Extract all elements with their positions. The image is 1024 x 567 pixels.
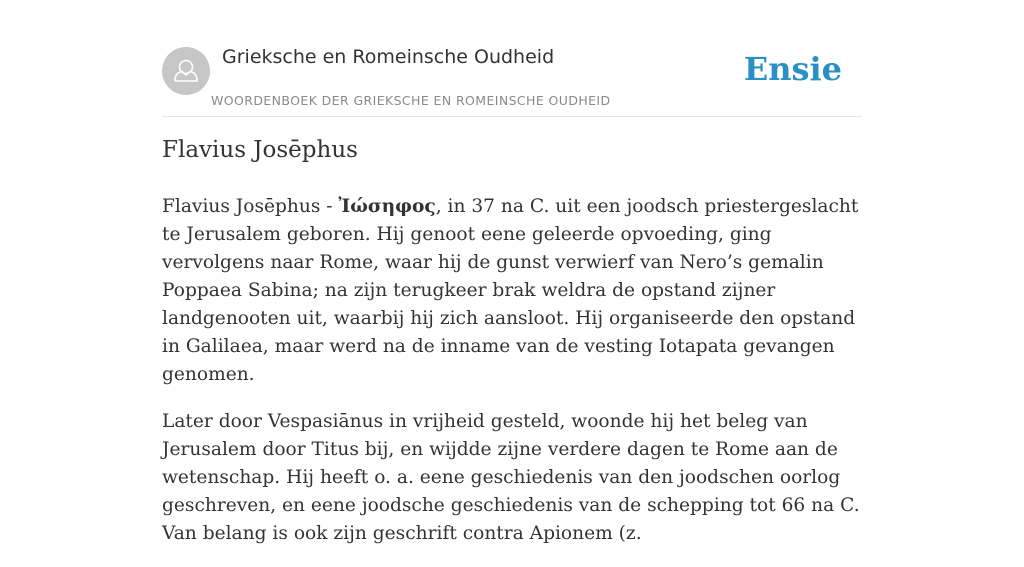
source-subtitle[interactable]: WOORDENBOEK DER GRIEKSCHE EN ROMEINSCHE OUDHEID: [211, 93, 611, 108]
article-container: [162, 0, 862, 544]
definition-paragraph-2: Later door Vespasiānus in vrijheid gesteld, woonde hij het beleg van Jerusalem door Titus bij, en wijdde zijne verdere dagen te Rome aan de wetenschap. Hij heeft o. a. eene geschiedenis van den joodschen oorlog geschreven, en eene joodsche geschiedenis van de schepping tot 66 na C. Van belang is ook zijn geschrift contra Apionem (z.: [162, 411, 860, 544]
term-title: Flavius Josēphus: [162, 137, 358, 163]
source-title[interactable]: Grieksche en Romeinsche Oudheid: [222, 46, 555, 68]
definition-paragraph-1: [162, 193, 862, 389]
user-avatar-icon: [162, 47, 210, 95]
definition-p1-rest: , in 37 na C. uit een joodsch priestergeslacht te Jerusalem geboren. Hij genoot eene geleerde opvoeding, ging vervolgens naar Rome, waar hij de gunst verwierf van Nero’s gemalin Poppaea Sabina; na zijn terugkeer brak weldra de opstand zijner landgenooten uit, waarbij hij zich aansloot. Hij organiseerde den opstand in Galilaea, maar werd na de inname van de vesting Iotapata gevangen genomen.: [162, 196, 859, 385]
source-avatar[interactable]: [162, 47, 210, 95]
definition-p1-start: Flavius Josēphus -: [162, 196, 339, 217]
definition-body: [162, 193, 862, 567]
ensie-logo[interactable]: Ensie: [743, 50, 842, 88]
article-header: [162, 0, 862, 117]
greek-name: Ἰώσηφος: [338, 196, 436, 217]
